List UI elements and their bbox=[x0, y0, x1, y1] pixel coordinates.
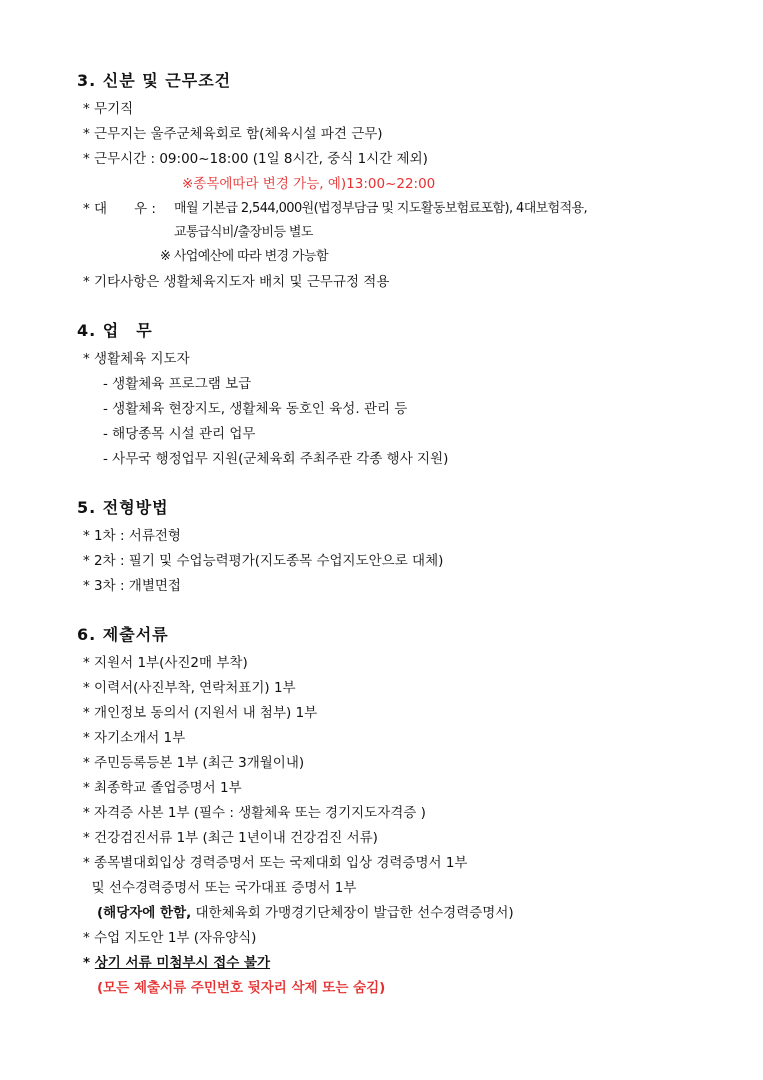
s6-warning-sub: (모든 제출서류 주민번호 뒷자리 삭제 또는 숨김) bbox=[97, 980, 386, 996]
s5-step-2: * 2차 : 필기 및 수업능력평가(지도종목 수업지도안으로 대체) bbox=[83, 553, 444, 569]
s6-warning-text: 상기 서류 미첨부시 접수 불가 bbox=[94, 955, 271, 971]
s3-item-employment-type: * 무기직 bbox=[83, 101, 134, 117]
s6-doc-health-check: * 건강검진서류 1부 (최근 1년이내 건강검진 서류) bbox=[83, 830, 378, 846]
s6-doc-resume: * 이력서(사진부착, 연락처표기) 1부 bbox=[83, 680, 296, 696]
s3-pay-line-2: 교통급식비/출장비등 별도 bbox=[174, 225, 313, 240]
s3-item-work-hours: * 근무시간 : 09:00~18:00 (1일 8시간, 중식 1시간 제외) bbox=[83, 151, 428, 167]
s3-pay-line-1: 매월 기본급 2,544,000원(법정부담금 및 지도활동보험료포함), 4대보험적용, bbox=[174, 201, 588, 216]
s6-doc-graduation: * 최종학교 졸업증명서 1부 bbox=[83, 780, 242, 796]
s3-pay-note: ※ 사업예산에 따라 변경 가능함 bbox=[160, 249, 328, 264]
s4-duty-1: - 생활체육 프로그램 보급 bbox=[103, 376, 252, 392]
s6-doc-award-record: * 종목별대회입상 경력증명서 또는 국제대회 입상 경력증명서 1부 bbox=[83, 855, 468, 871]
s6-warning bbox=[83, 954, 270, 972]
s6-doc-privacy-consent: * 개인정보 동의서 (지원서 내 첨부) 1부 bbox=[83, 705, 318, 721]
s3-item-workplace: * 근무지는 울주군체육회로 함(체육시설 파견 근무) bbox=[83, 126, 383, 142]
s4-duty-4: - 사무국 행정업무 지원(군체육회 주최주관 각종 행사 지원) bbox=[103, 451, 449, 467]
s4-duty-3: - 해당종목 시설 관리 업무 bbox=[103, 426, 256, 442]
s6-doc-application: * 지원서 1부(사진2매 부착) bbox=[83, 655, 248, 671]
s6-doc-note-bold: (해당자에 한함, bbox=[97, 905, 192, 921]
s6-doc-athlete-record: 및 선수경력증명서 또는 국가대표 증명서 1부 bbox=[83, 880, 357, 896]
section-4-heading: 4. 업 무 bbox=[77, 321, 153, 340]
section-5-heading: 5. 전형방법 bbox=[77, 498, 169, 517]
section-3-heading: 3. 신분 및 근무조건 bbox=[77, 71, 232, 90]
s6-doc-lesson-plan: * 수업 지도안 1부 (자유양식) bbox=[83, 930, 257, 946]
s6-doc-resident-register: * 주민등록등본 1부 (최근 3개월이내) bbox=[83, 755, 305, 771]
s6-doc-self-intro: * 자기소개서 1부 bbox=[83, 730, 186, 746]
s6-warning-star: * bbox=[83, 955, 95, 971]
s4-duty-2: - 생활체육 현장지도, 생활체육 동호인 육성. 관리 등 bbox=[103, 401, 408, 417]
s3-item-other: * 기타사항은 생활체육지도자 배치 및 근무규정 적용 bbox=[83, 274, 390, 290]
s6-doc-note-rest: 대한체육회 가맹경기단체장이 발급한 선수경력증명서) bbox=[191, 905, 514, 921]
s4-role: * 생활체육 지도자 bbox=[83, 351, 190, 367]
s6-doc-certificate: * 자격증 사본 1부 (필수 : 생활체육 또는 경기지도자격증 ) bbox=[83, 805, 426, 821]
section-6-heading: 6. 제출서류 bbox=[77, 625, 169, 644]
s5-step-3: * 3차 : 개별면접 bbox=[83, 578, 181, 594]
s3-hours-note: ※종목에따라 변경 가능, 예)13:00~22:00 bbox=[182, 176, 436, 192]
s5-step-1: * 1차 : 서류전형 bbox=[83, 528, 181, 544]
s6-doc-note bbox=[97, 904, 514, 922]
s3-pay-label: * 대 우 : bbox=[83, 201, 156, 217]
